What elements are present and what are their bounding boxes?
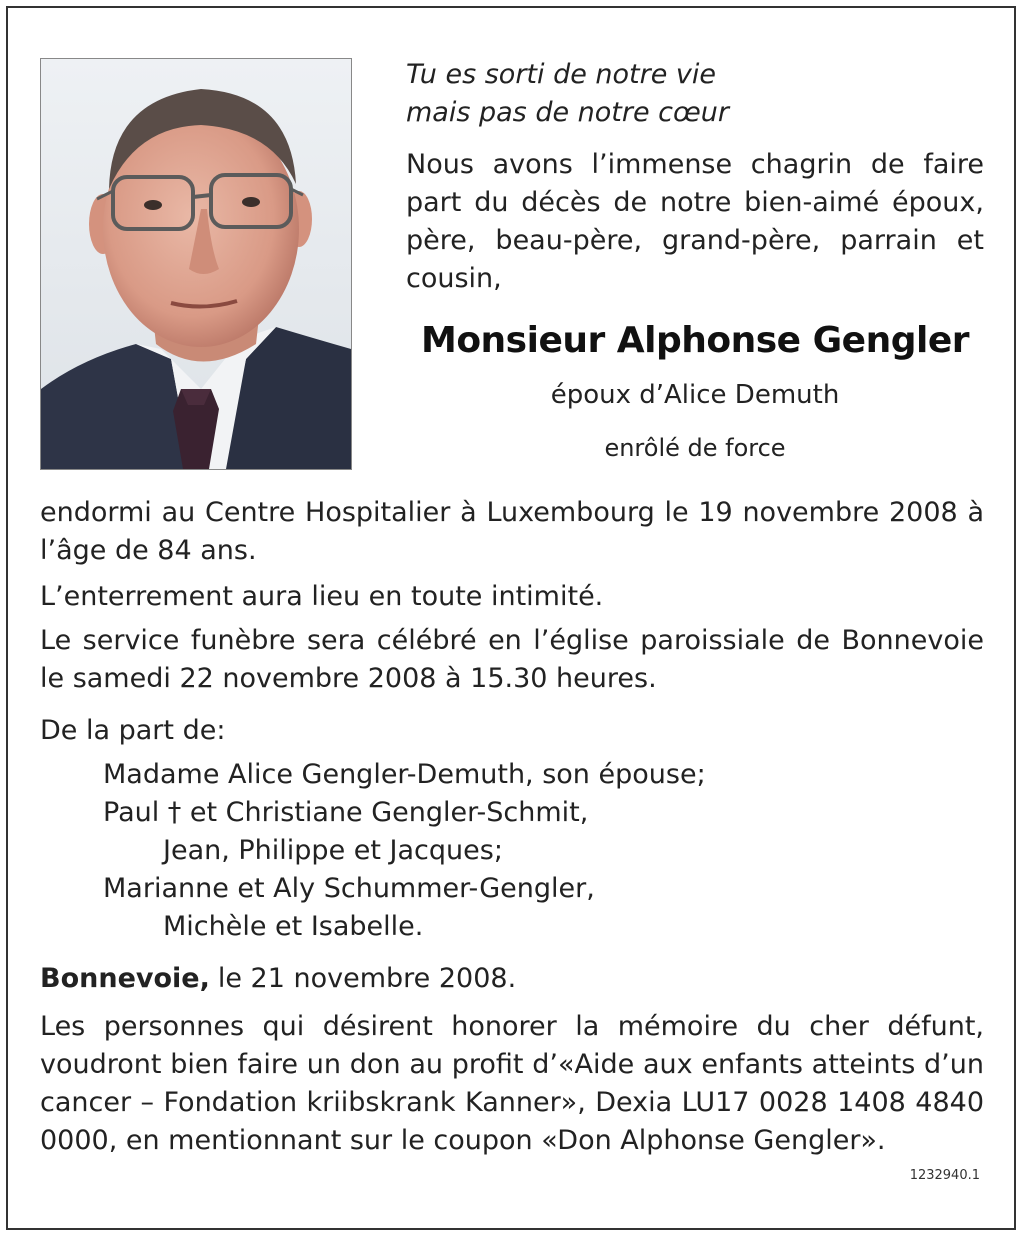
- deceased-name: Monsieur Alphonse Gengler: [421, 320, 969, 361]
- announcement-intro: Nous avons l’immense chagrin de faire part du décès de notre bien-aimé époux, père, beau-père, grand-père, parrain et cousin,: [406, 149, 984, 294]
- portrait-photo: [40, 58, 352, 470]
- place-date: le 21 novembre 2008.: [217, 963, 517, 994]
- epigraph-line-2: mais pas de notre cœur: [406, 97, 729, 128]
- death-details: endormi au Centre Hospitalier à Luxembourg le 19 novembre 2008 à l’âge de 84 ans.: [40, 497, 984, 566]
- service-details: Le service funèbre sera célébré en l’église paroissiale de Bonnevoie le samedi 22 novembre 2008 à 15.30 heures.: [40, 625, 984, 694]
- family-line: Jean, Philippe et Jacques;: [163, 835, 503, 866]
- family-line: Paul † et Christiane Gengler-Schmit,: [103, 797, 589, 828]
- family-line: Madame Alice Gengler-Demuth, son épouse;: [103, 759, 706, 790]
- from-label: De la part de:: [40, 715, 226, 746]
- donation-note: Les personnes qui désirent honorer la mémoire du cher défunt, voudront bien faire un don au profit d’«Aide aux enfants atteints d’un cancer – Fondation kriibskrank Kanner», Dexia LU17 0028 1408 4840 0000, en mentionnant sur le coupon «Don Alphonse Gengler».: [40, 1011, 984, 1156]
- epigraph: [406, 56, 986, 132]
- portrait-illustration: [41, 59, 351, 469]
- place-and-date: [40, 960, 984, 998]
- place-city: Bonnevoie,: [40, 963, 210, 994]
- reference-number: 1232940.1: [909, 1168, 980, 1183]
- deceased-spouse: époux d’Alice Demuth: [550, 380, 840, 410]
- family-line: Marianne et Aly Schummer-Gengler,: [103, 873, 595, 904]
- family-line: Michèle et Isabelle.: [163, 911, 424, 942]
- burial-details: L’enterrement aura lieu en toute intimité.: [40, 581, 604, 612]
- epigraph-line-1: Tu es sorti de notre vie: [406, 59, 717, 90]
- family-list: [40, 756, 984, 946]
- deceased-note: enrôlé de force: [604, 434, 786, 462]
